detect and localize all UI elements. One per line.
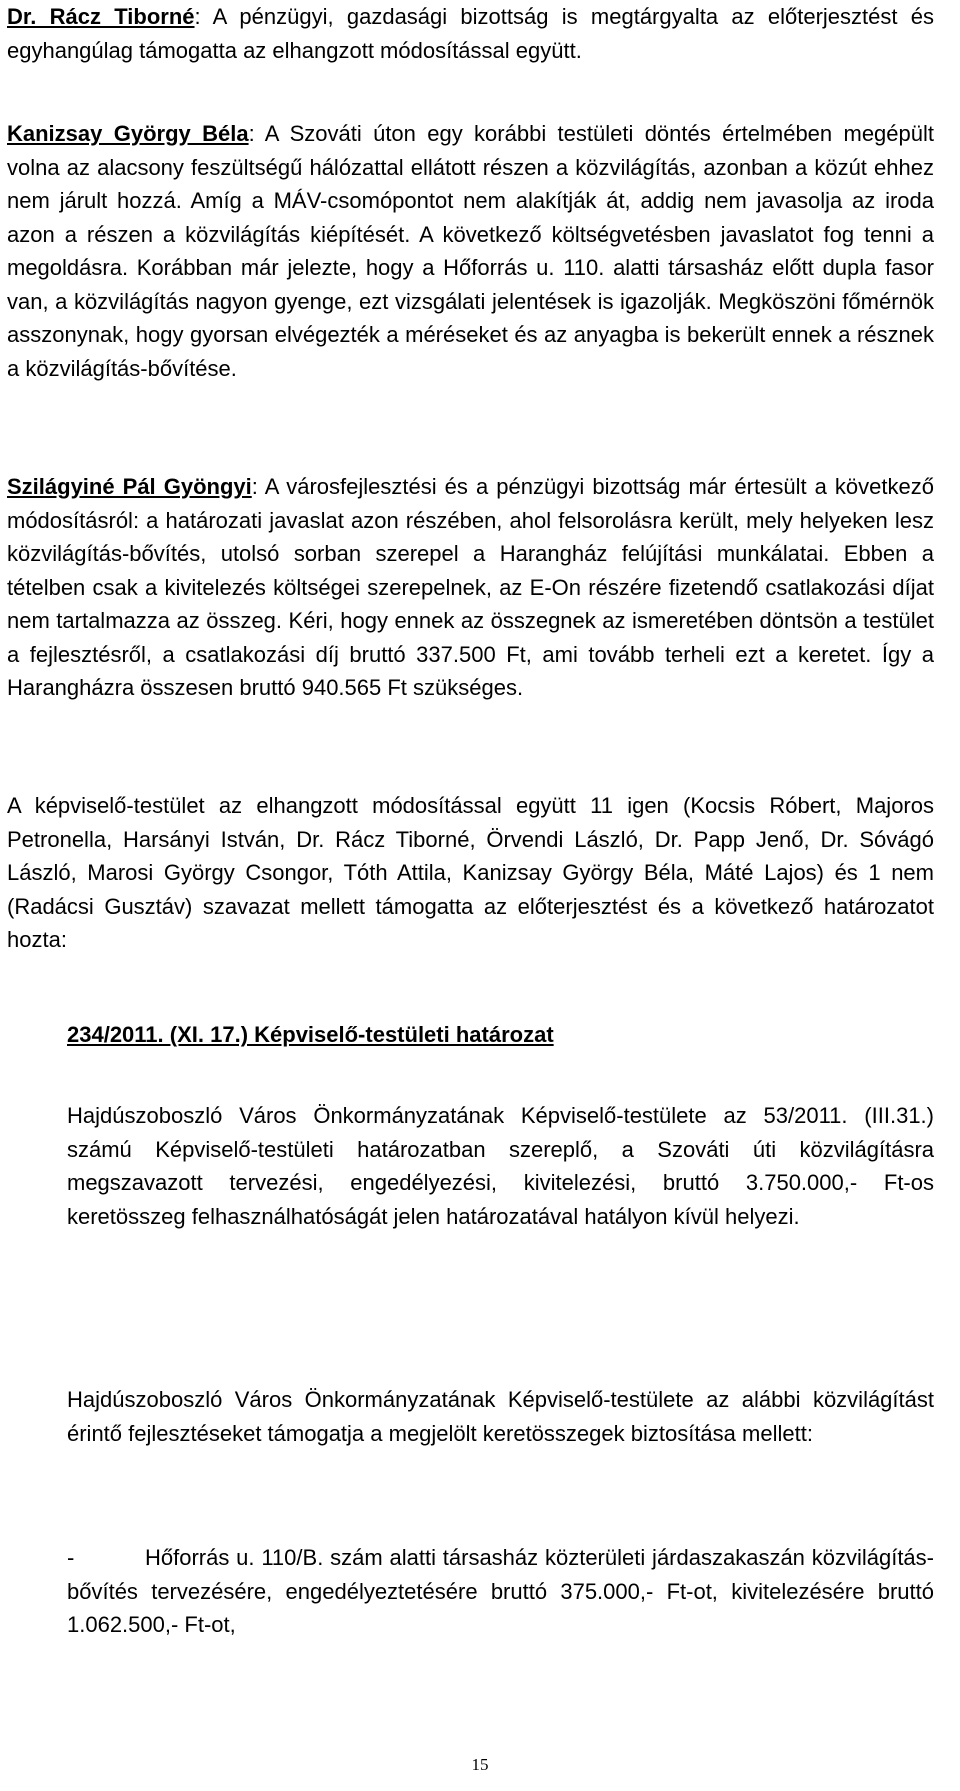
resolution-list-item [67, 1541, 934, 1642]
paragraph-szilagyine [7, 470, 934, 705]
speaker-name: Szilágyiné Pál Gyöngyi [7, 474, 252, 499]
paragraph-text: : A pénzügyi, gazdasági bizottság is megtárgyalta az előterjesztést és egyhangúlag támogatta az elhangzott módosítással együtt. [7, 4, 934, 63]
vote-paragraph: A képviselő-testület az elhangzott módosítással együtt 11 igen (Kocsis Róbert, Majoros Petronella, Harsányi István, Dr. Rácz Tiborné, Örvendi László, Dr. Papp Jenő, Dr. Sóvágó László, Marosi György Csongor, Tóth Attila, Kanizsay György Béla, Máté Lajos) és 1 nem (Radácsi Gusztáv) szavazat mellett támogatta az előterjesztést és a következő határozatot hozta: [7, 793, 934, 952]
paragraph-rácz [7, 0, 934, 67]
resolution-paragraph-1: Hajdúszoboszló Város Önkormányzatának Képviselő-testülete az 53/2011. (III.31.) számú Képviselő-testületi határozatban szereplő, a Szováti úti közvilágításra megszavazott tervezési, engedélyezési, kivitelezési, bruttó 3.750.000,- Ft-os keretösszeg felhasználhatóságát jelen határozatával hatályon kívül helyezi. [67, 1103, 934, 1229]
list-marker: - [67, 1545, 75, 1570]
paragraph-text: : A Szováti úton egy korábbi testületi döntés értelmében megépült volna az alacsony feszültségű hálózattal ellátott részen a közvilágítás, azonban a közút ehhez nem járult hozzá. Amíg a MÁV-csomópontot nem alakítják át, addig nem javasolja az iroda azon a részen a közvilágítás kiépítését. A következő költségvetésben javaslatot fog tenni a megoldásra. Korábban már jelezte, hogy a Hőforrás u. 110. alatti társasház előtt dupla fasor van, a közvilágítás nagyon gyenge, ezt vizsgálati jelentések is igazolják. Megköszöni főmérnök asszonynak, hogy gyorsan elvégezték a méréseket és az anyagba is bekerült ennek a résznek a közvilágítás-bővítése. [7, 121, 934, 381]
resolution-heading: 234/2011. (XI. 17.) Képviselő-testületi határozat [67, 1022, 554, 1047]
speaker-name: Kanizsay György Béla [7, 121, 249, 146]
resolution-paragraph-2: Hajdúszoboszló Város Önkormányzatának Képviselő-testülete az alábbi közvilágítást érintő fejlesztéseket támogatja a megjelölt keretösszegek biztosítása mellett: [67, 1387, 934, 1446]
paragraph-kanizsay [7, 117, 934, 385]
paragraph-text: : A városfejlesztési és a pénzügyi bizottság már értesült a következő módosításról: a határozati javaslat azon részében, ahol felsorolásra került, mely helyeken lesz közvilágítás-bővítés, utolsó sorban szerepel a Harangház felújítási munkálatai. Ebben a tételben csak a kivitelezés költségei szerepelnek, az E-On részére fizetendő csatlakozási díjat nem tartalmazza az összeg. Kéri, hogy ennek az összegnek az ismeretében döntsön a testület a fejlesztésről, a csatlakozási díj bruttó 337.500 Ft, ami tovább terheli ezt a keretet. Így a Harangházra összesen bruttó 940.565 Ft szükséges. [7, 474, 934, 700]
page-number: 15 [471, 1755, 489, 1774]
list-item-text: Hőforrás u. 110/B. szám alatti társasház közterületi járdaszakaszán közvilágítás-bővítés tervezésére, engedélyeztetésére bruttó 375.000,- Ft-ot, kivitelezésére bruttó 1.062.500,- Ft-ot, [67, 1545, 934, 1637]
speaker-name: Dr. Rácz Tiborné [7, 4, 195, 29]
